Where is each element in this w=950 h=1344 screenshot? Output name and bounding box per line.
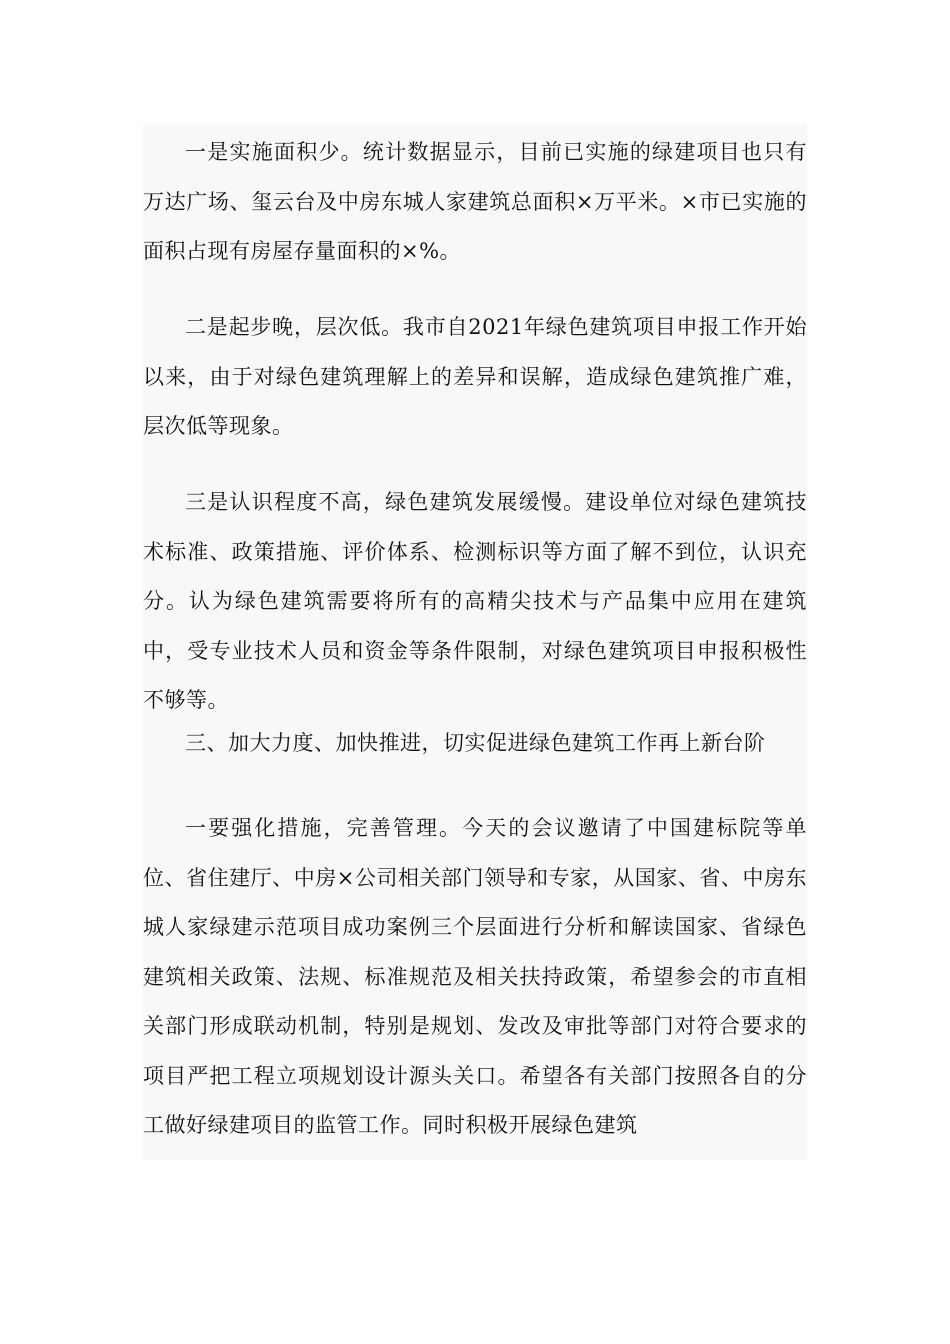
paragraph-awareness: 三是认识程度不高，绿色建筑发展缓慢。建设单位对绿色建筑技术标准、政策措施、评价体系、检测标识等方面了解不到位，认识充分。认为绿色建筑需要将所有的高精尖技术与产品集中应用在建筑中，受专业技术人员和资金等条件限制，对绿色建筑项目申报积极性不够等。 — [143, 490, 807, 712]
paragraph-measures: 一要强化措施，完善管理。今天的会议邀请了中国建标院等单位、省住建厅、中房×公司相关部门领导和专家，从国家、省、中房东城人家绿建示范项目成功案例三个层面进行分析和解读国家、省绿色建筑相关政策、法规、标准规范及相关扶持政策，希望参会的市直相关部门形成联动机制，特别是规划、发改及审批等部门对符合要求的项目严把工程立项规划设计源头关口。希望各有关部门按照各自的分工做好绿建项目的监管工作。同时积极开展绿色建筑 — [143, 816, 807, 1137]
paragraph-late-start: 二是起步晚，层次低。我市自2021年绿色建筑项目申报工作开始以来，由于对绿色建筑理解上的差异和误解，造成绿色建筑推广难，层次低等现象。 — [143, 315, 807, 438]
text-body — [143, 124, 807, 1160]
section-heading: 三、加大力度、加快推进，切实促进绿色建筑工作再上新台阶 — [185, 731, 766, 755]
paragraph-implementation-area: 一是实施面积少。统计数据显示，目前已实施的绿建项目也只有万达广场、玺云台及中房东城人家建筑总面积×万平米。×市已实施的面积占现有房屋存量面积的×%。 — [143, 140, 807, 263]
